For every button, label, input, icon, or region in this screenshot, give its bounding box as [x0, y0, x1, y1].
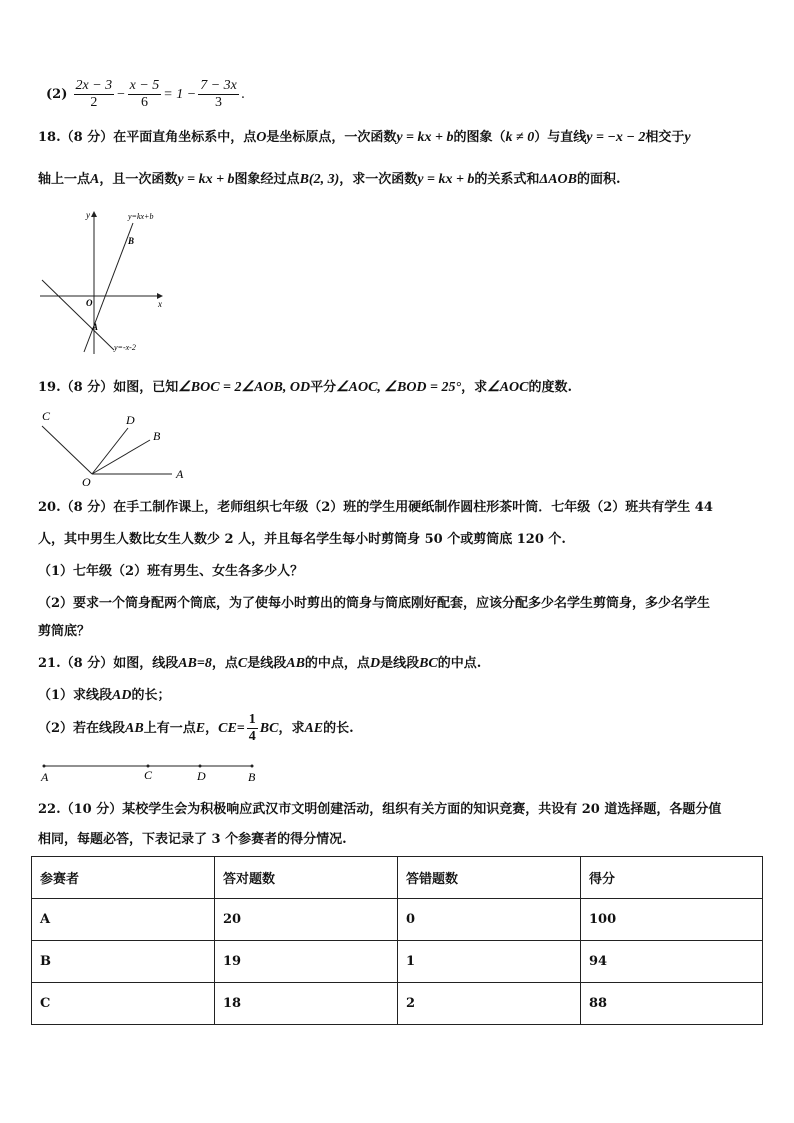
q19-line: 19.（8 分）如图，已知∠BOC = 2∠AOB, OD平分∠AOC, ∠BOD = 25°，求∠AOC的度数. [38, 380, 573, 395]
q20-line-1: 20.（8 分）在手工制作课上，老师组织七年级（2）班的学生用硬纸制作圆柱形茶叶筒．七年级（2）班共有学生 44 [38, 500, 713, 515]
table-cell: B [32, 941, 215, 983]
label-B: B [153, 429, 161, 443]
table-cell: C [32, 983, 215, 1025]
label-A: A [176, 467, 184, 481]
q17-equation: (2) $\frac{2x - 3}{2}$ − $\frac{x - 5}{6}$ = 1 − $\frac{7 - 3x}{3}$ . [46, 78, 246, 110]
label-D: D [197, 769, 206, 783]
q17-fraction-2: $\frac{x - 5}{6}$ [129, 78, 160, 110]
table-row [32, 941, 763, 983]
table-cell: A [32, 899, 215, 941]
table-cell: 20 [215, 899, 398, 941]
q22-line-1: 22.（10 分）某校学生会为积极响应武汉市文明创建活动，组织有关方面的知识竞赛，共设有 20 道选择题，各题分值 [38, 802, 722, 817]
q21-figure [36, 756, 266, 786]
q18-graph [36, 206, 176, 360]
q20-sub-1: （1）七年级（2）班有男生、女生各多少人？ [38, 564, 304, 579]
table-header: 得分 [581, 857, 763, 899]
x-axis-label: x [158, 299, 162, 309]
table-header: 答错题数 [398, 857, 581, 899]
q21-sub-1: （1）求线段AD的长； [38, 688, 171, 703]
ray-OD [92, 428, 128, 474]
line-neg-x-2 [42, 280, 114, 350]
label-O: O [82, 475, 91, 488]
q17-fraction-3: $\frac{7 - 3x}{3}$ [200, 78, 237, 110]
table-cell: 0 [398, 899, 581, 941]
q21-sub-2: （2）若在线段AB上有一点E，CE= $\frac{1}{4}$ BC，求AE的长. [38, 712, 354, 744]
table-header: 答对题数 [215, 857, 398, 899]
line-kx-b [84, 223, 133, 352]
q20-sub-2b: 剪筒底？ [38, 624, 91, 639]
table-cell: 94 [581, 941, 763, 983]
label-B: B [248, 770, 256, 784]
table-cell: 19 [215, 941, 398, 983]
point-a-label: A [92, 322, 99, 332]
q22-line-2: 相同，每题必答，下表记录了 3 个参赛者的得分情况. [38, 832, 347, 847]
q21-line: 21.（8 分）如图，线段AB=8，点C是线段AB的中点，点D是线段BC的中点. [38, 656, 482, 671]
table-cell: 1 [398, 941, 581, 983]
label-C: C [144, 768, 153, 782]
q17-fraction-1: $\frac{2x - 3}{2}$ [75, 78, 113, 110]
line2-label: y=-x-2 [114, 343, 136, 352]
line1-label: y=kx+b [128, 212, 154, 221]
table-cell: 88 [581, 983, 763, 1025]
score-table [31, 856, 763, 1025]
ray-OC [42, 426, 92, 474]
table-row [32, 983, 763, 1025]
origin-label: O [86, 298, 93, 308]
table-cell: 18 [215, 983, 398, 1025]
label-D: D [126, 413, 135, 427]
q18-line-1: 18.（8 分）在平面直角坐标系中，点O是坐标原点，一次函数y = kx + b的图象（k ≠ 0）与直线y = −x − 2相交于y [38, 130, 691, 145]
table-header-row [32, 857, 763, 899]
point-b-label: B [128, 236, 135, 246]
ray-OB [92, 440, 150, 474]
q17-label: (2) [46, 87, 68, 102]
table-cell: 2 [398, 983, 581, 1025]
q18-line-2: 轴上一点A，且一次函数y = kx + b图象经过点B(2, 3)，求一次函数y = kx + b的关系式和ΔAOB的面积. [38, 172, 621, 187]
table-cell: 100 [581, 899, 763, 941]
table-header: 参赛者 [32, 857, 215, 899]
q20-sub-2a: （2）要求一个筒身配两个筒底，为了使每小时剪出的筒身与筒底刚好配套，应该分配多少名学生剪筒身，多少名学生 [38, 596, 711, 611]
q20-line-2: 人，其中男生人数比女生人数少 2 人，并且每名学生每小时剪筒身 50 个或剪筒底 120 个. [38, 532, 566, 547]
q19-figure [36, 404, 196, 488]
y-axis-label: y [86, 210, 90, 220]
label-A: A [41, 770, 49, 784]
q21-fraction: $\frac{1}{4}$ [248, 712, 256, 744]
label-C: C [42, 409, 51, 423]
table-row [32, 899, 763, 941]
